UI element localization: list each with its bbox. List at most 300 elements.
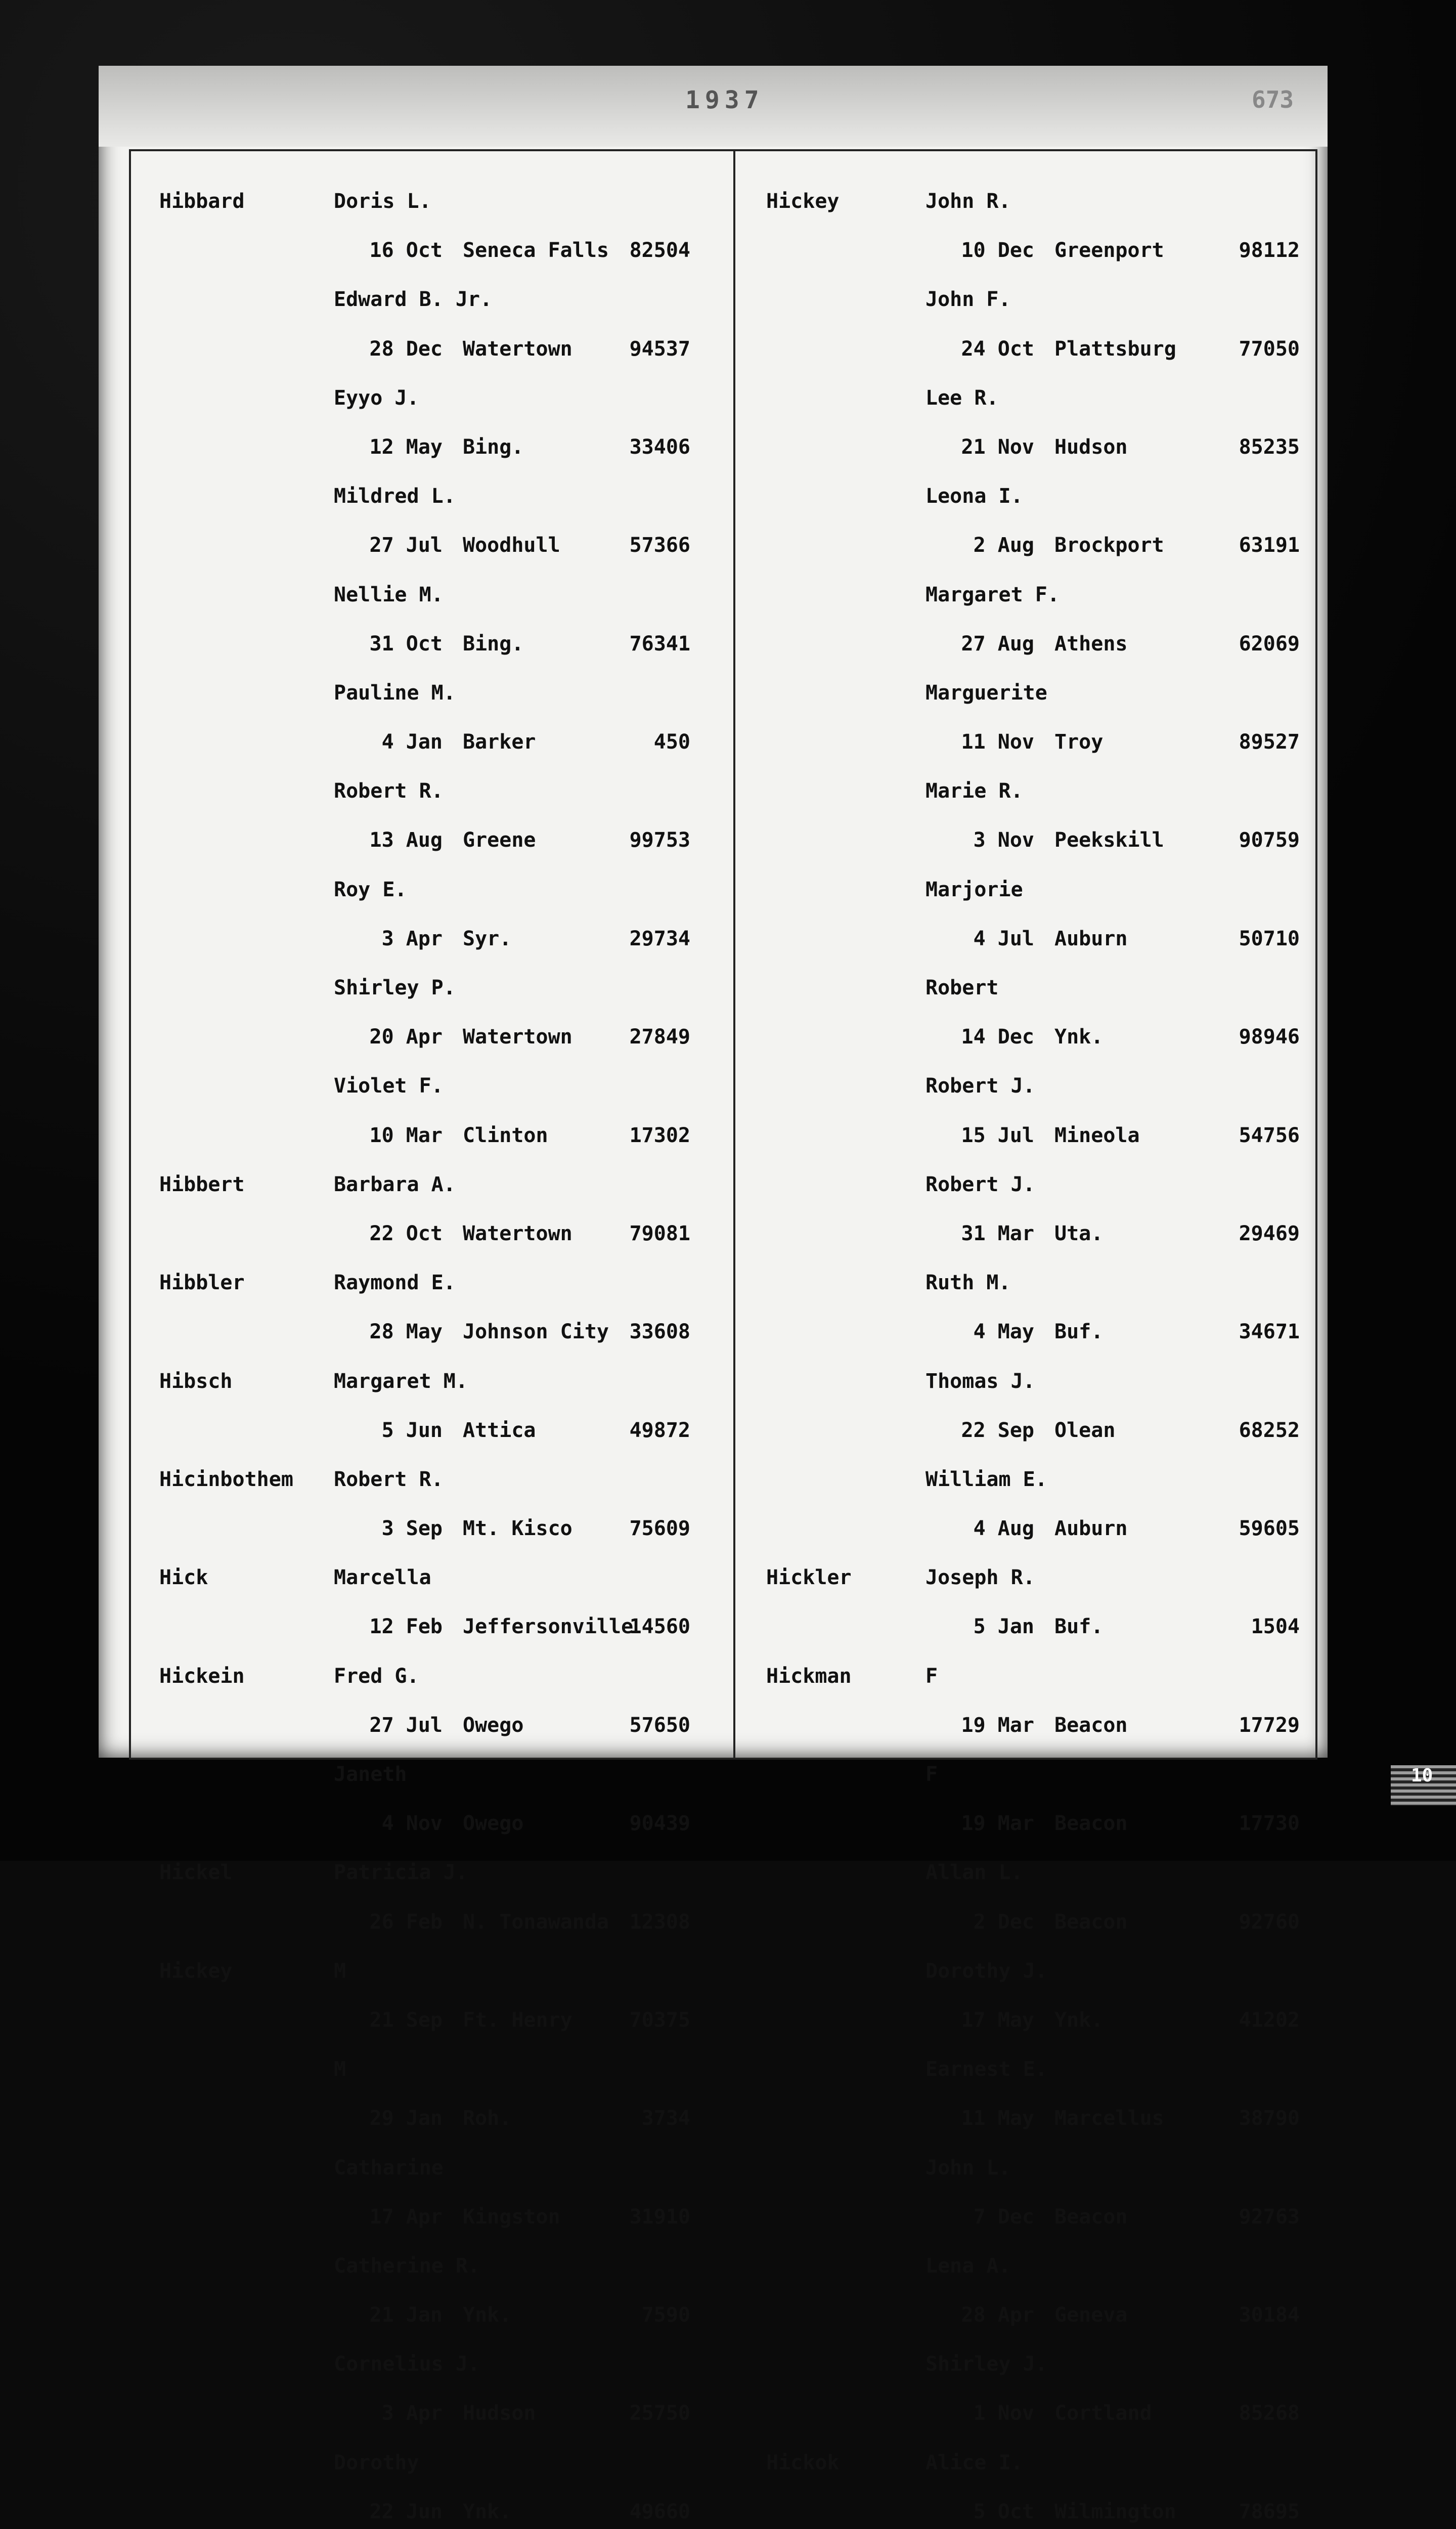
place-cell: Roh.: [463, 2107, 512, 2130]
index-name-line: [736, 288, 1328, 337]
index-name-line: [99, 1763, 733, 1812]
certificate-number-cell: 79081: [629, 1222, 690, 1245]
place-cell: Watertown: [463, 1222, 572, 1245]
index-name-line: [736, 2451, 1328, 2500]
given-name-cell: Catharine: [334, 2156, 444, 2179]
date-cell: 11 Nov: [961, 730, 1034, 754]
place-cell: Greenport: [1054, 239, 1164, 263]
index-name-line: [99, 485, 733, 534]
place-cell: Buf.: [1054, 1320, 1104, 1344]
index-record-line: [736, 1025, 1328, 1074]
date-cell: 3 Apr: [381, 2402, 443, 2425]
index-record-line: [736, 1714, 1328, 1763]
given-name-cell: Dorothy: [334, 2451, 419, 2474]
date-cell: 19 Mar: [961, 1713, 1034, 1737]
index-record-line: [99, 927, 733, 976]
index-name-line: [736, 190, 1328, 239]
certificate-number-cell: 68252: [1239, 1418, 1300, 1442]
given-name-cell: Patricia J.: [334, 1861, 468, 1885]
index-name-line: [99, 1271, 733, 1320]
date-cell: 17 Apr: [369, 2205, 443, 2229]
given-name-cell: Marie R.: [925, 779, 1023, 803]
index-name-line: [736, 1074, 1328, 1123]
certificate-number-cell: 33608: [629, 1320, 690, 1344]
place-cell: Ynk.: [1054, 2008, 1104, 2032]
given-name-cell: Shirley P.: [334, 976, 456, 999]
certificate-number-cell: 92760: [1239, 1910, 1300, 1934]
index-record-line: [736, 2402, 1328, 2451]
certificate-number-cell: 49872: [629, 1418, 690, 1442]
index-name-line: [736, 2156, 1328, 2205]
date-cell: 28 Dec: [369, 337, 443, 361]
given-name-cell: Violet F.: [334, 1074, 444, 1098]
index-name-line: [736, 878, 1328, 927]
place-cell: Troy: [1054, 730, 1104, 754]
certificate-number-cell: 57366: [629, 534, 690, 557]
surname-cell: Hickok: [766, 2451, 840, 2474]
date-cell: 10 Dec: [961, 239, 1034, 263]
index-record-line: [99, 2009, 733, 2058]
index-name-line: [99, 288, 733, 337]
date-cell: 14 Dec: [961, 1025, 1034, 1049]
index-name-line: [99, 976, 733, 1025]
date-cell: 4 Jul: [973, 927, 1034, 950]
index-name-line: [736, 1566, 1328, 1615]
date-cell: 5 Jan: [973, 1615, 1034, 1639]
date-cell: 4 Jan: [381, 730, 443, 754]
right-column: [736, 190, 1328, 2529]
given-name-cell: Catherine R.: [334, 2254, 480, 2278]
date-cell: 3 Apr: [381, 927, 443, 950]
certificate-number-cell: 12308: [629, 1910, 690, 1934]
index-record-line: [99, 1419, 733, 1468]
certificate-number-cell: 49660: [629, 2500, 690, 2523]
index-record-line: [736, 534, 1328, 583]
index-name-line: [99, 386, 733, 435]
page-number: 673: [1252, 86, 1294, 113]
place-cell: Woodhull: [463, 534, 560, 557]
index-record-line: [736, 337, 1328, 386]
given-name-cell: Nellie M.: [334, 583, 444, 606]
certificate-number-cell: 75609: [629, 1517, 690, 1541]
given-name-cell: M: [334, 2058, 346, 2081]
date-cell: 28 Apr: [961, 2303, 1034, 2327]
place-cell: Johnson City: [463, 1320, 609, 1344]
certificate-number-cell: 27849: [629, 1025, 690, 1049]
certificate-number-cell: 450: [653, 730, 690, 754]
index-record-line: [736, 1812, 1328, 1861]
index-record-line: [99, 632, 733, 681]
index-record-line: [99, 1615, 733, 1664]
date-cell: 12 Feb: [369, 1615, 443, 1639]
index-record-line: [99, 1517, 733, 1566]
index-record-line: [736, 730, 1328, 779]
surname-cell: Hickel: [159, 1861, 233, 1885]
certificate-number-cell: 34671: [1239, 1320, 1300, 1344]
given-name-cell: Margaret M.: [334, 1369, 468, 1393]
date-cell: 27 Jul: [369, 1713, 443, 1737]
given-name-cell: Doris L.: [334, 190, 431, 213]
surname-cell: Hick: [159, 1566, 208, 1590]
index-name-line: [736, 1665, 1328, 1714]
index-name-line: [736, 2254, 1328, 2303]
index-record-line: [736, 2500, 1328, 2529]
place-cell: Geneva: [1054, 2303, 1128, 2327]
place-cell: Brockport: [1054, 534, 1164, 557]
date-cell: 22 Oct: [369, 1222, 443, 1245]
place-cell: Kingston: [463, 2205, 560, 2229]
left-column: [99, 190, 733, 2529]
date-cell: 29 Jan: [369, 2107, 443, 2130]
certificate-number-cell: 54756: [1239, 1123, 1300, 1147]
place-cell: Beacon: [1054, 2205, 1128, 2229]
date-cell: 17 May: [961, 2008, 1034, 2032]
place-cell: Bing.: [463, 435, 524, 459]
place-cell: Ft. Henry: [463, 2008, 572, 2032]
given-name-cell: Earnest E.: [925, 2058, 1047, 2081]
certificate-number-cell: 63191: [1239, 534, 1300, 557]
date-cell: 4 Aug: [973, 1517, 1034, 1541]
index-record-line: [99, 337, 733, 386]
index-name-line: [736, 1763, 1328, 1812]
date-cell: 26 Feb: [369, 1910, 443, 1934]
index-name-line: [99, 779, 733, 829]
date-cell: 11 May: [961, 2107, 1034, 2130]
certificate-number-cell: 70375: [629, 2008, 690, 2032]
given-name-cell: Eyyo J.: [334, 386, 419, 410]
index-record-line: [99, 1222, 733, 1271]
certificate-number-cell: 59605: [1239, 1517, 1300, 1541]
certificate-number-cell: 85268: [1239, 2402, 1300, 2425]
index-record-line: [736, 2107, 1328, 2156]
index-record-line: [99, 435, 733, 485]
date-cell: 13 Aug: [369, 829, 443, 852]
place-cell: Bing.: [463, 632, 524, 656]
index-name-line: [99, 681, 733, 730]
index-record-line: [736, 1320, 1328, 1369]
place-cell: N. Tonawanda: [463, 1910, 609, 1934]
date-cell: 2 Aug: [973, 534, 1034, 557]
place-cell: Athens: [1054, 632, 1128, 656]
index-name-line: [99, 1959, 733, 2009]
certificate-number-cell: 89527: [1239, 730, 1300, 754]
certificate-number-cell: 31910: [629, 2205, 690, 2229]
certificate-number-cell: 77050: [1239, 337, 1300, 361]
index-name-line: [736, 1173, 1328, 1222]
index-record-line: [99, 730, 733, 779]
certificate-number-cell: 38790: [1239, 2107, 1300, 2130]
index-page: [99, 66, 1328, 2523]
date-cell: 10 Mar: [369, 1123, 443, 1147]
index-name-line: [99, 1566, 733, 1615]
index-record-line: [736, 2205, 1328, 2254]
index-record-line: [736, 829, 1328, 878]
date-cell: 3 Sep: [381, 1517, 443, 1541]
certificate-number-cell: 17729: [1239, 1713, 1300, 1737]
date-cell: 20 Apr: [369, 1025, 443, 1049]
index-record-line: [99, 2107, 733, 2156]
place-cell: Barker: [463, 730, 536, 754]
place-cell: Peekskill: [1054, 829, 1164, 852]
certificate-number-cell: 57650: [629, 1713, 690, 1737]
index-name-line: [99, 2254, 733, 2303]
index-record-line: [99, 1910, 733, 1959]
certificate-number-cell: 90759: [1239, 829, 1300, 852]
index-record-line: [736, 435, 1328, 485]
index-name-line: [736, 583, 1328, 632]
index-name-line: [99, 1173, 733, 1222]
date-cell: 5 Oct: [973, 2500, 1034, 2523]
index-name-line: [736, 2058, 1328, 2107]
index-record-line: [736, 927, 1328, 976]
date-cell: 21 Nov: [961, 435, 1034, 459]
index-record-line: [736, 632, 1328, 681]
date-cell: 28 May: [369, 1320, 443, 1344]
surname-cell: Hickman: [766, 1664, 852, 1688]
place-cell: Beacon: [1054, 1812, 1128, 1836]
index-name-line: [736, 1468, 1328, 1517]
date-cell: 7 Dec: [973, 2205, 1034, 2229]
index-name-line: [736, 1861, 1328, 1910]
index-name-line: [99, 1074, 733, 1123]
index-name-line: [99, 1665, 733, 1714]
certificate-number-cell: 17302: [629, 1123, 690, 1147]
given-name-cell: Robert J.: [925, 1172, 1035, 1196]
place-cell: Auburn: [1054, 927, 1128, 950]
date-cell: 22 Jun: [369, 2500, 443, 2523]
date-cell: 12 May: [369, 435, 443, 459]
place-cell: Syr.: [463, 927, 512, 950]
index-name-line: [736, 485, 1328, 534]
date-cell: 21 Jan: [369, 2303, 443, 2327]
index-record-line: [736, 1910, 1328, 1959]
index-name-line: [736, 681, 1328, 730]
date-cell: 5 Jun: [381, 1418, 443, 1442]
place-cell: Hudson: [1054, 435, 1128, 459]
index-record-line: [736, 2009, 1328, 2058]
certificate-number-cell: 3734: [641, 2107, 690, 2130]
certificate-number-cell: 17730: [1239, 1812, 1300, 1836]
index-name-line: [99, 1468, 733, 1517]
index-name-line: [736, 1370, 1328, 1419]
date-cell: 27 Jul: [369, 534, 443, 557]
given-name-cell: Lena A.: [925, 2254, 1011, 2278]
index-record-line: [736, 2303, 1328, 2352]
given-name-cell: Fred G.: [334, 1664, 419, 1688]
certificate-number-cell: 78695: [1239, 2500, 1300, 2523]
index-record-line: [99, 1124, 733, 1173]
date-cell: 24 Oct: [961, 337, 1034, 361]
place-cell: Ynk.: [463, 2500, 512, 2523]
certificate-number-cell: 29469: [1239, 1222, 1300, 1245]
place-cell: Olean: [1054, 1418, 1116, 1442]
given-name-cell: Janeth: [334, 1763, 407, 1786]
certificate-number-cell: 82504: [629, 239, 690, 263]
given-name-cell: Robert: [925, 976, 999, 999]
index-record-line: [736, 1615, 1328, 1664]
surname-cell: Hickey: [766, 190, 840, 213]
index-record-line: [99, 1025, 733, 1074]
given-name-cell: Robert R.: [334, 779, 444, 803]
given-name-cell: Robert R.: [334, 1467, 444, 1491]
given-name-cell: Marguerite: [925, 681, 1047, 705]
index-name-line: [99, 2352, 733, 2402]
given-name-cell: Robert J.: [925, 1074, 1035, 1098]
certificate-number-cell: 1504: [1251, 1615, 1300, 1639]
surname-cell: Hibsch: [159, 1369, 233, 1393]
column-divider: [733, 149, 735, 1759]
date-cell: 16 Oct: [369, 239, 443, 263]
certificate-number-cell: 98112: [1239, 239, 1300, 263]
given-name-cell: John R.: [925, 190, 1011, 213]
index-name-line: [99, 2451, 733, 2500]
surname-cell: Hibbert: [159, 1172, 245, 1196]
place-cell: Cortland: [1054, 2402, 1152, 2425]
index-record-line: [99, 2303, 733, 2352]
index-name-line: [736, 386, 1328, 435]
certificate-number-cell: 62069: [1239, 632, 1300, 656]
date-cell: 3 Nov: [973, 829, 1034, 852]
certificate-number-cell: 76341: [629, 632, 690, 656]
index-name-line: [736, 976, 1328, 1025]
date-cell: 15 Jul: [961, 1123, 1034, 1147]
place-cell: Marcellus: [1054, 2107, 1164, 2130]
index-record-line: [736, 1419, 1328, 1468]
certificate-number-cell: 92763: [1239, 2205, 1300, 2229]
given-name-cell: Joseph R.: [925, 1566, 1035, 1590]
given-name-cell: Mildred L.: [334, 485, 456, 508]
date-cell: 4 Nov: [381, 1812, 443, 1836]
date-cell: 1 Nov: [973, 2402, 1034, 2425]
place-cell: Beacon: [1054, 1713, 1128, 1737]
place-cell: Mt. Kisco: [463, 1517, 572, 1541]
index-name-line: [736, 2352, 1328, 2402]
given-name-cell: Lee R.: [925, 386, 999, 410]
given-name-cell: Shirley J.: [925, 2352, 1047, 2376]
index-record-line: [99, 534, 733, 583]
given-name-cell: John L.: [925, 2156, 1011, 2179]
index-record-line: [99, 1714, 733, 1763]
index-record-line: [99, 2500, 733, 2529]
index-record-line: [99, 239, 733, 288]
surname-cell: Hicinbothem: [159, 1467, 293, 1491]
surname-cell: Hickey: [159, 1959, 233, 1983]
certificate-number-cell: 98946: [1239, 1025, 1300, 1049]
certificate-number-cell: 30184: [1239, 2303, 1300, 2327]
date-cell: 4 May: [973, 1320, 1034, 1344]
date-cell: 21 Sep: [369, 2008, 443, 2032]
given-name-cell: William E.: [925, 1467, 1047, 1491]
given-name-cell: M: [334, 1959, 346, 1983]
index-record-line: [736, 1517, 1328, 1566]
certificate-number-cell: 14560: [629, 1615, 690, 1639]
given-name-cell: John F.: [925, 288, 1011, 312]
given-name-cell: Pauline M.: [334, 681, 456, 705]
place-cell: Ynk.: [463, 2303, 512, 2327]
given-name-cell: Barbara A.: [334, 1172, 456, 1196]
place-cell: Ynk.: [1054, 1025, 1104, 1049]
certificate-number-cell: 50710: [1239, 927, 1300, 950]
place-cell: Attica: [463, 1418, 536, 1442]
place-cell: Plattsburg: [1054, 337, 1176, 361]
certificate-number-cell: 99753: [629, 829, 690, 852]
surname-cell: Hickler: [766, 1566, 852, 1590]
given-name-cell: Alice I.: [925, 2451, 1023, 2474]
given-name-cell: Marcella: [334, 1566, 431, 1590]
index-name-line: [99, 2156, 733, 2205]
index-name-line: [99, 190, 733, 239]
index-record-line: [99, 2205, 733, 2254]
surname-cell: Hickein: [159, 1664, 245, 1688]
index-record-line: [99, 829, 733, 878]
place-cell: Clinton: [463, 1123, 548, 1147]
place-cell: Seneca Falls: [463, 239, 609, 263]
given-name-cell: Raymond E.: [334, 1271, 456, 1295]
place-cell: Owego: [463, 1812, 524, 1836]
index-name-line: [99, 1861, 733, 1910]
certificate-number-cell: 41202: [1239, 2008, 1300, 2032]
index-name-line: [99, 878, 733, 927]
certificate-number-cell: 94537: [629, 337, 690, 361]
certificate-number-cell: 33406: [629, 435, 690, 459]
index-name-line: [99, 583, 733, 632]
surname-cell: Hibbler: [159, 1271, 245, 1295]
film-stamp-number: 10: [1411, 1765, 1433, 1786]
place-cell: Beacon: [1054, 1910, 1128, 1934]
date-cell: 2 Dec: [973, 1910, 1034, 1934]
place-cell: Hudson: [463, 2402, 536, 2425]
index-name-line: [99, 2058, 733, 2107]
index-name-line: [736, 779, 1328, 829]
given-name-cell: Marjorie: [925, 878, 1023, 901]
given-name-cell: Dorothy J.: [925, 1959, 1047, 1983]
index-record-line: [99, 2402, 733, 2451]
given-name-cell: F: [925, 1664, 938, 1688]
surname-cell: Hibbard: [159, 190, 245, 213]
given-name-cell: Margaret F.: [925, 583, 1060, 606]
index-name-line: [99, 1370, 733, 1419]
place-cell: Auburn: [1054, 1517, 1128, 1541]
index-name-line: [736, 1271, 1328, 1320]
given-name-cell: Edward B. Jr.: [334, 288, 493, 312]
index-name-line: [736, 1959, 1328, 2009]
index-record-line: [736, 1222, 1328, 1271]
given-name-cell: Ruth M.: [925, 1271, 1011, 1295]
certificate-number-cell: 29734: [629, 927, 690, 950]
given-name-cell: F: [925, 1763, 938, 1786]
given-name-cell: Allan L.: [925, 1861, 1023, 1885]
place-cell: Buf.: [1054, 1615, 1104, 1639]
place-cell: Wilmington: [1054, 2500, 1176, 2523]
certificate-number-cell: 85235: [1239, 435, 1300, 459]
certificate-number-cell: 90439: [629, 1812, 690, 1836]
date-cell: 19 Mar: [961, 1812, 1034, 1836]
certificate-number-cell: 25750: [629, 2402, 690, 2425]
place-cell: Watertown: [463, 337, 572, 361]
place-cell: Greene: [463, 829, 536, 852]
index-record-line: [736, 1124, 1328, 1173]
certificate-number-cell: 7590: [641, 2303, 690, 2327]
index-record-line: [99, 1320, 733, 1369]
index-record-line: [99, 1812, 733, 1861]
place-cell: Jeffersonville: [463, 1615, 634, 1639]
table-rule-top: [129, 149, 1317, 151]
index-record-line: [736, 239, 1328, 288]
place-cell: Uta.: [1054, 1222, 1104, 1245]
place-cell: Mineola: [1054, 1123, 1140, 1147]
given-name-cell: Cornelius J.: [334, 2352, 480, 2376]
date-cell: 31 Mar: [961, 1222, 1034, 1245]
